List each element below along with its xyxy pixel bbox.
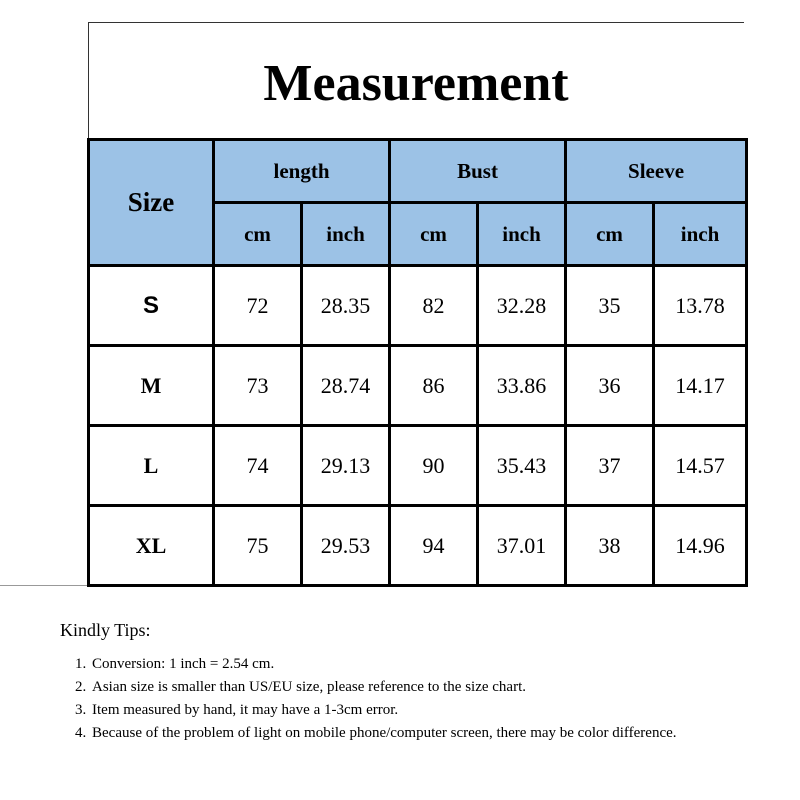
unit-header: cm: [214, 203, 302, 266]
table-cell: 13.78: [654, 266, 747, 346]
table-cell: 35.43: [478, 426, 566, 506]
table-cell: 90: [390, 426, 478, 506]
unit-header: inch: [302, 203, 390, 266]
table-row: [89, 346, 747, 426]
tips-title: Kindly Tips:: [60, 620, 151, 640]
table-cell: 36: [566, 346, 654, 426]
size-label: L: [89, 426, 214, 506]
table-cell: 35: [566, 266, 654, 346]
table-cell: 86: [390, 346, 478, 426]
table-cell: 28.74: [302, 346, 390, 426]
tip-item: 4. Because of the problem of light on mobile phone/computer screen, there may be color difference.: [90, 722, 760, 745]
table-header-row: [89, 140, 747, 203]
tips-list: [60, 653, 760, 745]
table-cell: 37.01: [478, 506, 566, 586]
tips-section: [60, 620, 760, 745]
size-label: XL: [89, 506, 214, 586]
table-cell: 14.57: [654, 426, 747, 506]
table-cell: 33.86: [478, 346, 566, 426]
table-row: [89, 426, 747, 506]
tip-item: 3. Item measured by hand, it may have a 1-3cm error.: [90, 699, 760, 722]
table-cell: 14.96: [654, 506, 747, 586]
table-cell: 74: [214, 426, 302, 506]
table-cell: 29.53: [302, 506, 390, 586]
size-column-header: Size: [89, 140, 214, 266]
table-cell: 14.17: [654, 346, 747, 426]
table-cell: 28.35: [302, 266, 390, 346]
unit-header: cm: [390, 203, 478, 266]
unit-header: inch: [478, 203, 566, 266]
size-label: M: [89, 346, 214, 426]
table-cell: 73: [214, 346, 302, 426]
size-chart-table: [87, 138, 748, 587]
left-rule: [0, 585, 88, 586]
table-cell: 37: [566, 426, 654, 506]
unit-header: cm: [566, 203, 654, 266]
table-cell: 94: [390, 506, 478, 586]
size-label: S: [89, 266, 214, 346]
table-row: [89, 266, 747, 346]
table-cell: 29.13: [302, 426, 390, 506]
bust-group-header: Bust: [390, 140, 566, 203]
table-row: [89, 506, 747, 586]
table-cell: 75: [214, 506, 302, 586]
unit-header: inch: [654, 203, 747, 266]
sleeve-group-header: Sleeve: [566, 140, 747, 203]
table-cell: 72: [214, 266, 302, 346]
page-title: Measurement: [263, 55, 569, 112]
tip-item: 1. Conversion: 1 inch = 2.54 cm.: [90, 653, 760, 676]
tip-item: 2. Asian size is smaller than US/EU size, please reference to the size chart.: [90, 676, 760, 699]
table-cell: 32.28: [478, 266, 566, 346]
table-cell: 82: [390, 266, 478, 346]
length-group-header: length: [214, 140, 390, 203]
table-cell: 38: [566, 506, 654, 586]
